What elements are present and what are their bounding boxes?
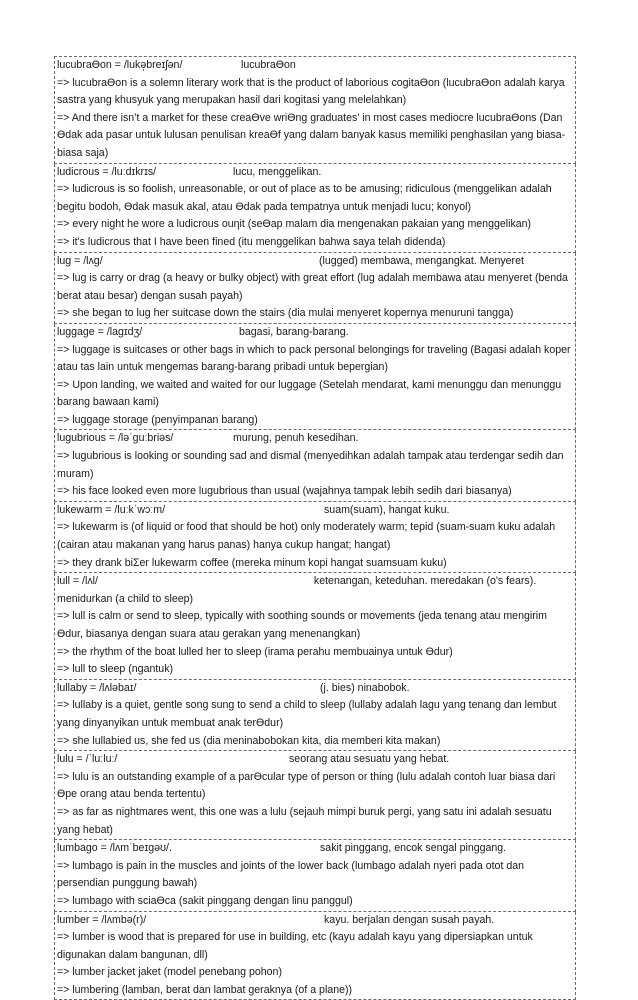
entry-lumber xyxy=(54,912,576,1000)
entry-line: => lugubrious is looking or sounding sad and dismal (menyedihkan adalah tampak atau terdengar sedih dan muram) xyxy=(57,448,573,483)
entry-term: lukewarm = /luːkˈwɔːm/ xyxy=(57,502,165,520)
entry-lulu xyxy=(54,751,576,840)
entry-header xyxy=(57,164,573,182)
entry-header xyxy=(57,502,573,520)
entry-term: ludicrous = /luːdɪkrɪs/ xyxy=(57,164,156,182)
entry-line: => luggage storage (penyimpanan barang) xyxy=(57,412,573,430)
entry-line: => lull to sleep (ngantuk) xyxy=(57,661,573,679)
entry-header xyxy=(57,680,573,698)
entry-line: => lulu is an outstanding example of a parƟcular type of person or thing (lulu adalah contoh luar biasa dari Ɵpe orang atau benda tertentu) xyxy=(57,769,573,804)
entry-lugubrious xyxy=(54,430,576,501)
entry-meaning: (j. bies) ninabobok. xyxy=(320,680,410,698)
entry-line: => lumber is wood that is prepared for use in building, etc (kayu adalah kayu yang dipersiapkan untuk digunakan dalam bangunan, dll) xyxy=(57,929,573,964)
entry-header xyxy=(57,912,573,930)
entry-meaning: seorang atau sesuatu yang hebat. xyxy=(289,751,449,769)
entry-line: => lumbago is pain in the muscles and joints of the lower back (lumbago adalah nyeri pada otot dan persendian punggung bawah) xyxy=(57,858,573,893)
entry-line: => ludicrous is so foolish, unreasonable, or out of place as to be amusing; ridiculous (menggelikan adalah begitu bodoh, Ɵdak masuk akal, atau Ɵdak pada tempatnya untuk menjadi lucu; konyol) xyxy=(57,181,573,216)
entry-ludicrous xyxy=(54,164,576,253)
entry-term: luggage = /lagɪdʒ/ xyxy=(57,324,142,342)
entry-lug xyxy=(54,253,576,324)
entry-line: => And there isn’t a market for these creaƟve wriƟng graduates’ in most cases mediocre lucubraƟons (Dan Ɵdak ada pasar untuk lulusan penulisan kreaƟf yang dalam banyak kasus memiliki penghasilan yang biasa-biasa saja) xyxy=(57,110,573,163)
entry-meaning: ketenangan, keteduhan. meredakan (o's fears). menidurkan (a child to sleep) xyxy=(57,575,536,605)
entry-header xyxy=(57,573,573,608)
entry-term: lull = /lʌl/ xyxy=(57,575,98,587)
entry-line: => lumber jacket jaket (model penebang pohon) xyxy=(57,964,573,982)
entry-lucubration xyxy=(54,56,576,164)
entry-line: => his face looked even more lugubrious than usual (wajahnya tampak lebih sedih dari biasanya) xyxy=(57,483,573,501)
entry-meaning: bagasi, barang-barang. xyxy=(239,324,349,342)
entry-term: lullaby = /lʌləbaɪ/ xyxy=(57,680,136,698)
entry-lukewarm xyxy=(54,502,576,573)
entry-meaning: lucubraƟon xyxy=(241,57,296,75)
entry-line: => they drank biƩer lukewarm coffee (mereka minum kopi hangat suamsuam kuku) xyxy=(57,555,573,573)
entry-line: => it's ludicrous that I have been fined (itu menggelikan bahwa saya telah didenda) xyxy=(57,234,573,252)
entry-line: => lullaby is a quiet, gentle song sung to send a child to sleep (lullaby adalah lagu yang tenang dan lembut yang dinyanyikan untuk membuat anak terƟdur) xyxy=(57,697,573,732)
entry-header xyxy=(57,751,573,769)
entry-line: => lucubraƟon is a solemn literary work that is the product of laborious cogitaƟon (lucubraƟon adalah karya sastra yang khusyuk yang merupakan hasil dari kogitasi yang melelahkan) xyxy=(57,75,573,110)
entry-line: => lukewarm is (of liquid or food that should be hot) only moderately warm; tepid (suam-suam kuku adalah (cairan atau makanan yang harus panas) hanya cukup hangat; hangat) xyxy=(57,519,573,554)
entry-header xyxy=(57,324,573,342)
entry-header xyxy=(57,430,573,448)
entry-line: => she lullabied us, she fed us (dia meninabobokan kita, dia memberi kita makan) xyxy=(57,733,573,751)
entry-meaning: (lugged) membawa, mengangkat. Menyeret xyxy=(319,253,524,271)
entry-term: lug = /lʌɡ/ xyxy=(57,253,103,271)
entry-line: => lumbering (lamban, berat dan lambat geraknya (of a plane)) xyxy=(57,982,573,1000)
entry-term: lumbago = /lʌmˈbeɪɡəʊ/. xyxy=(57,840,172,858)
entry-meaning: suam(suam), hangat kuku. xyxy=(324,502,449,520)
entry-line: => luggage is suitcases or other bags in which to pack personal belongings for traveling (Bagasi adalah koper atau tas lain untuk mengemas barang-barang pribadi untuk bepergian) xyxy=(57,342,573,377)
entry-luggage xyxy=(54,324,576,431)
entry-term: lucubraƟon = /lukə̩breɪʃən/ xyxy=(57,57,182,75)
entry-lullaby xyxy=(54,680,576,751)
entry-meaning: sakit pinggang, encok sengal pinggang. xyxy=(320,840,506,858)
entry-lumbago xyxy=(54,840,576,911)
entry-line: => lumbago with sciaƟca (sakit pinggang dengan linu panggul) xyxy=(57,893,573,911)
entry-meaning: murung, penuh kesedihan. xyxy=(233,430,358,448)
entry-header xyxy=(57,57,573,75)
entry-meaning: lucu, menggelikan. xyxy=(233,164,321,182)
entry-line: => every night he wore a ludicrous ouƞit (seƟap malam dia mengenakan pakaian yang menggelikan) xyxy=(57,216,573,234)
entry-term: lulu = /ˈluːluː/ xyxy=(57,751,117,769)
entry-term: lumber = /lʌmbə(r)/ xyxy=(57,912,146,930)
entry-line: => as far as nightmares went, this one was a lulu (sejauh mimpi buruk pergi, yang satu ini adalah sesuatu yang hebat) xyxy=(57,804,573,839)
entry-line: => lull is calm or send to sleep, typically with soothing sounds or movements (jeda tenang atau mengirim Ɵdur, biasanya dengan suara atau gerakan yang menenangkan) xyxy=(57,608,573,643)
entry-meaning: kayu. berjalan dengan susah payah. xyxy=(324,912,494,930)
entry-lull xyxy=(54,573,576,680)
entry-line: => lug is carry or drag (a heavy or bulky object) with great effort (lug adalah membawa atau menyeret (benda berat atau besar) dengan susah payah) xyxy=(57,270,573,305)
entry-header xyxy=(57,840,573,858)
entry-line: => Upon landing, we waited and waited for our luggage (Setelah mendarat, kami menunggu dan menunggu barang bawaan kami) xyxy=(57,377,573,412)
document-page xyxy=(54,56,576,1000)
entry-line: => she began to lug her suitcase down the stairs (dia mulai menyeret kopernya menuruni tangga) xyxy=(57,305,573,323)
entry-header xyxy=(57,253,573,271)
entry-term: lugubrious = /ləˈɡuːbriəs/ xyxy=(57,430,173,448)
entry-line: => the rhythm of the boat lulled her to sleep (irama perahu membuainya untuk Ɵdur) xyxy=(57,644,573,662)
